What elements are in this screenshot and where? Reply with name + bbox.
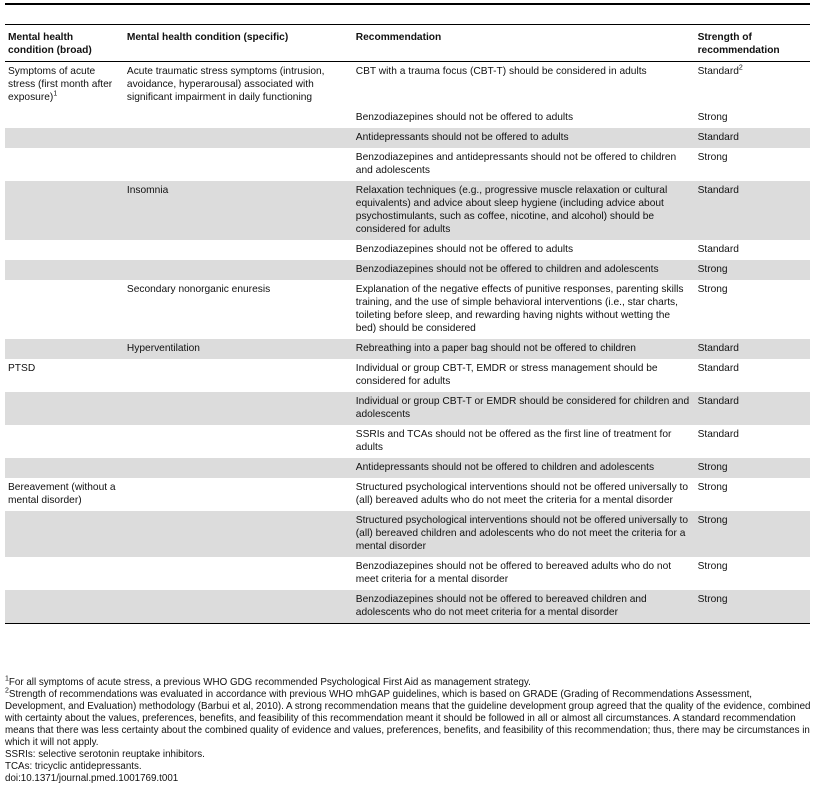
strength-text: Strong xyxy=(697,515,728,526)
cell-broad xyxy=(5,181,124,240)
footnote-2 xyxy=(5,689,811,749)
cell-specific xyxy=(124,511,353,557)
cell-strength xyxy=(695,511,810,557)
cell-recommendation: CBT with a trauma focus (CBT-T) should be considered in adults xyxy=(355,66,647,77)
cell-specific: Hyperventilation xyxy=(124,339,353,359)
cell-recommendation: Individual or group CBT-T, EMDR or stress management should be considered for adults xyxy=(355,363,658,387)
cell-recommendation: SSRIs and TCAs should not be offered as the first line of treatment for adults xyxy=(355,429,672,453)
cell-specific xyxy=(124,458,353,478)
table-row xyxy=(5,240,810,260)
cell-broad xyxy=(5,128,124,148)
strength-text: Standard xyxy=(697,343,739,354)
cell-broad xyxy=(5,260,124,280)
cell-recommendation: Rebreathing into a paper bag should not be offered to children xyxy=(353,339,695,359)
cell-strength xyxy=(695,181,810,240)
cell-recommendation: Benzodiazepines should not be offered to bereaved children and adolescents who do not meet criteria for a mental disorder xyxy=(353,590,695,624)
cell-broad xyxy=(5,392,124,425)
abbrev-tca: TCAs: tricyclic antidepressants. xyxy=(5,761,142,772)
table-row xyxy=(5,590,810,624)
cell-specific: Insomnia xyxy=(124,181,353,240)
table-row xyxy=(5,339,810,359)
cell-broad xyxy=(5,62,124,109)
cell-broad xyxy=(5,280,124,339)
footnote-1 xyxy=(5,677,811,689)
cell-broad xyxy=(5,557,124,590)
table-row xyxy=(5,260,810,280)
cell-recommendation: Antidepressants should not be offered to children and adolescents xyxy=(353,458,695,478)
cell-strength xyxy=(695,359,810,392)
broad-text: Bereavement (without a mental disorder) xyxy=(8,482,116,506)
cell-strength xyxy=(695,148,810,181)
cell-specific xyxy=(124,359,353,392)
header-recommendation: Recommendation xyxy=(353,28,695,62)
footnote-2-text: Strength of recommendations was evaluated in accordance with previous WHO mhGAP guidelines, which is based on GRADE (Grading of Recommendations Assessment, Development, and Evaluation) methodology (Barbui et al, 2010). A strong recommendation means that the guideline development group agreed that the quality of the evidence, combined with certainty about the values, preferences, benefits, and feasibility of this recommendation meant it should be followed in all or almost all circumstances. A standard recommendation means that there was less certainty about the combined quality of evidence and values, preferences, benefits, and feasibility of this recommendation; thus, there may be circumstances in which it will not apply. xyxy=(5,689,811,748)
table-row xyxy=(5,557,810,590)
cell-recommendation: Individual or group CBT-T or EMDR should be considered for children and adolescents xyxy=(353,392,695,425)
header-rule xyxy=(5,24,810,25)
footnote-1-text: For all symptoms of acute stress, a previous WHO GDG recommended Psychological First Aid as management strategy. xyxy=(8,677,531,688)
cell-recommendation: Structured psychological interventions should not be offered universally to (all) bereaved adults who do not meet the criteria for a mental disorder xyxy=(355,482,689,506)
strength-text: Strong xyxy=(697,152,728,163)
table-row xyxy=(5,511,810,557)
table-row xyxy=(5,62,810,109)
strength-text: Strong xyxy=(697,482,728,493)
cell-specific xyxy=(124,557,353,590)
table-row xyxy=(5,181,810,240)
cell-broad xyxy=(5,458,124,478)
cell-broad xyxy=(5,511,124,557)
strength-text: Standard xyxy=(697,429,739,440)
cell-specific xyxy=(124,392,353,425)
recommendations-table xyxy=(5,28,810,624)
strength-text: Standard xyxy=(697,363,739,374)
table-row xyxy=(5,425,810,458)
cell-specific xyxy=(124,128,353,148)
strength-text: Strong xyxy=(697,561,728,572)
table-row xyxy=(5,392,810,425)
cell-strength xyxy=(695,62,810,109)
table-row xyxy=(5,280,810,339)
strength-text: Standard xyxy=(697,396,739,407)
strength-text: Strong xyxy=(697,264,728,275)
strength-text: Strong xyxy=(697,284,728,295)
table-row xyxy=(5,478,810,511)
strength-text: Standard xyxy=(697,132,739,143)
strength-text: Strong xyxy=(697,594,728,605)
cell-strength xyxy=(695,458,810,478)
broad-text: PTSD xyxy=(8,363,36,374)
cell-specific xyxy=(124,590,353,624)
cell-specific xyxy=(124,240,353,260)
cell-broad xyxy=(5,108,124,128)
cell-broad xyxy=(5,359,124,392)
table-footnotes xyxy=(5,677,811,785)
cell-recommendation: Antidepressants should not be offered to adults xyxy=(353,128,695,148)
cell-strength xyxy=(695,392,810,425)
cell-strength xyxy=(695,260,810,280)
strength-text: Standard xyxy=(697,66,739,77)
footnote-1-mark: 1 xyxy=(5,675,9,683)
strength-text: Standard xyxy=(697,185,739,196)
abbrev-ssri: SSRIs: selective serotonin reuptake inhibitors. xyxy=(5,749,205,760)
cell-strength xyxy=(695,339,810,359)
cell-strength xyxy=(695,240,810,260)
cell-specific: Secondary nonorganic enuresis xyxy=(126,284,271,295)
table-row xyxy=(5,359,810,392)
cell-recommendation: Explanation of the negative effects of punitive responses, parenting skills training, and the use of simple behavioral interventions (i.e., star charts, toileting before sleep, and rewarding having nights without wetting the bed) should be considered xyxy=(355,284,684,334)
cell-recommendation: Benzodiazepines should not be offered to adults xyxy=(355,112,574,123)
cell-specific xyxy=(124,478,353,511)
table-row xyxy=(5,128,810,148)
cell-strength xyxy=(695,557,810,590)
table-row xyxy=(5,458,810,478)
strength-text: Strong xyxy=(697,462,728,473)
top-rule xyxy=(5,3,810,5)
doi-link[interactable]: doi:10.1371/journal.pmed.1001769.t001 xyxy=(5,773,179,784)
cell-strength xyxy=(695,128,810,148)
footnote-mark: 2 xyxy=(738,64,743,72)
cell-broad xyxy=(5,590,124,624)
header-strength: Strength of recommendation xyxy=(695,28,810,62)
table-row xyxy=(5,148,810,181)
cell-strength xyxy=(695,280,810,339)
cell-recommendation: Structured psychological interventions should not be offered universally to (all) bereaved children and adolescents who do not meet the criteria for a mental disorder xyxy=(353,511,695,557)
footnote-2-mark: 2 xyxy=(5,687,9,695)
cell-strength xyxy=(695,478,810,511)
cell-recommendation: Benzodiazepines should not be offered to children and adolescents xyxy=(353,260,695,280)
cell-recommendation: Relaxation techniques (e.g., progressive muscle relaxation or cultural equivalents) and advice about sleep hygiene (including advice about psychostimulants, such as coffee, nicotine, and alcohol) should be considered for adults xyxy=(353,181,695,240)
cell-recommendation: Benzodiazepines and antidepressants should not be offered to children and adolescents xyxy=(355,152,677,176)
cell-specific: Acute traumatic stress symptoms (intrusion, avoidance, hyperarousal) associated with significant impairment in daily functioning xyxy=(126,66,325,103)
cell-specific xyxy=(124,425,353,458)
table-header-row xyxy=(5,28,810,62)
cell-specific xyxy=(124,260,353,280)
cell-broad xyxy=(5,339,124,359)
table-body xyxy=(5,62,810,624)
footnote-mark: 1 xyxy=(53,90,58,98)
header-broad: Mental health condition (broad) xyxy=(5,28,124,62)
cell-broad xyxy=(5,240,124,260)
cell-specific xyxy=(124,108,353,128)
cell-broad xyxy=(5,148,124,181)
table-row xyxy=(5,108,810,128)
cell-recommendation: Benzodiazepines should not be offered to bereaved adults who do not meet criteria for a mental disorder xyxy=(355,561,672,585)
strength-text: Strong xyxy=(697,112,728,123)
cell-strength xyxy=(695,108,810,128)
cell-recommendation: Benzodiazepines should not be offered to adults xyxy=(355,244,574,255)
cell-strength xyxy=(695,425,810,458)
cell-broad xyxy=(5,478,124,511)
strength-text: Standard xyxy=(697,244,739,255)
cell-specific xyxy=(124,148,353,181)
header-specific: Mental health condition (specific) xyxy=(124,28,353,62)
broad-text: Symptoms of acute stress (first month after exposure) xyxy=(8,66,113,103)
cell-strength xyxy=(695,590,810,624)
cell-broad xyxy=(5,425,124,458)
